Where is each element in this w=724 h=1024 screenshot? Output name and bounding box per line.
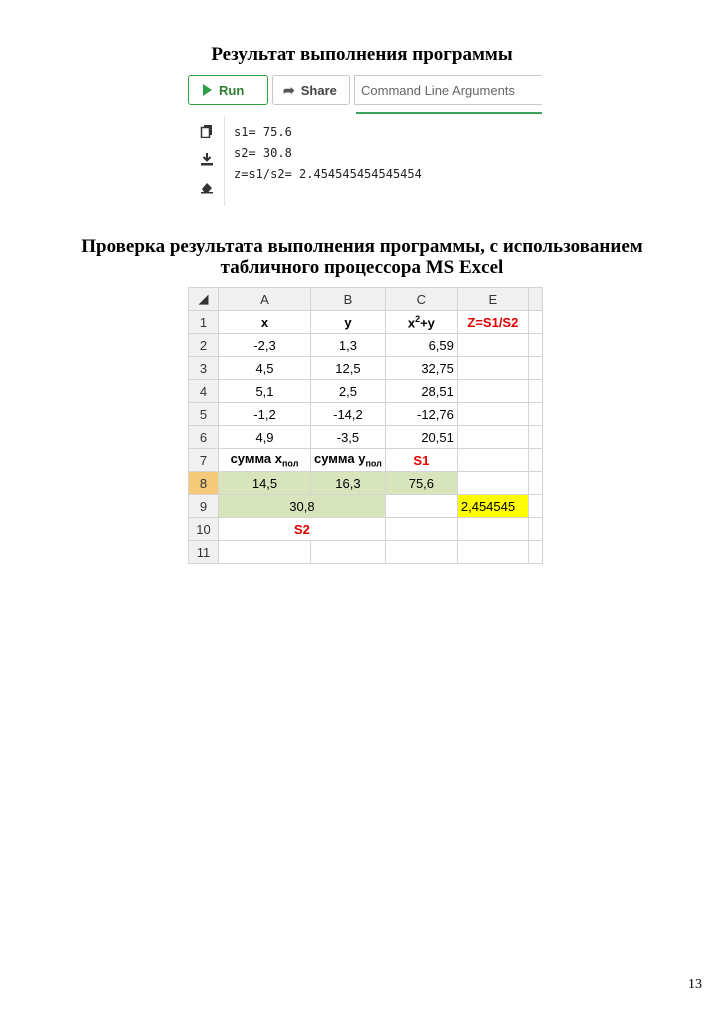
cell-E4[interactable] <box>457 380 528 403</box>
row-header[interactable]: 1 <box>189 311 219 334</box>
cell-E8[interactable] <box>457 472 528 495</box>
cell-C11[interactable] <box>385 541 457 564</box>
cell-A5[interactable]: -1,2 <box>219 403 311 426</box>
cell-A4[interactable]: 5,1 <box>219 380 311 403</box>
cell-A6[interactable]: 4,9 <box>219 426 311 449</box>
program-output <box>234 122 422 185</box>
play-icon <box>203 84 212 96</box>
cell-B11[interactable] <box>311 541 386 564</box>
share-label: Share <box>300 82 337 98</box>
cell-B5[interactable]: -14,2 <box>311 403 386 426</box>
command-line-arguments-input[interactable]: Command Line Arguments <box>354 75 542 105</box>
row-header[interactable]: 4 <box>189 380 219 403</box>
cell-A9-B9-merged[interactable]: 30,8 <box>219 495 386 518</box>
row-header[interactable]: 3 <box>189 357 219 380</box>
cell-A10-B10-merged[interactable]: S2 <box>219 518 386 541</box>
page-number: 13 <box>688 977 702 992</box>
cell-C9[interactable] <box>385 495 457 518</box>
cell-B2[interactable]: 1,3 <box>311 334 386 357</box>
excel-spreadsheet <box>188 287 543 564</box>
cell-C5[interactable]: -12,76 <box>385 403 457 426</box>
row-header[interactable]: 9 <box>189 495 219 518</box>
toolbar-divider <box>356 112 542 114</box>
cell-E2[interactable] <box>457 334 528 357</box>
cell-C10[interactable] <box>385 518 457 541</box>
eraser-icon[interactable] <box>200 180 214 194</box>
title-line: табличного процессора MS Excel <box>220 257 504 278</box>
cell-E9-result[interactable]: 2,454545 <box>457 495 528 518</box>
cell-A11[interactable] <box>219 541 311 564</box>
cell-E3[interactable] <box>457 357 528 380</box>
cell-B7[interactable]: сумма $y_{пол}$ <box>311 449 386 472</box>
copy-icon[interactable] <box>200 124 214 138</box>
cell-A8[interactable]: 14,5 <box>219 472 311 495</box>
row-header[interactable]: 7 <box>189 449 219 472</box>
cell-C4[interactable]: 28,51 <box>385 380 457 403</box>
row-header[interactable]: 5 <box>189 403 219 426</box>
cell-A7[interactable]: сумма $x_{пол}$ <box>219 449 311 472</box>
cell-B3[interactable]: 12,5 <box>311 357 386 380</box>
select-all-corner[interactable]: ◢ <box>189 288 219 311</box>
run-button[interactable] <box>188 75 268 105</box>
output-gutter <box>186 116 225 206</box>
cell-C7[interactable]: S1 <box>385 449 457 472</box>
share-arrow-icon: ➦ <box>283 81 295 98</box>
column-header[interactable]: B <box>311 288 386 311</box>
online-compiler-panel <box>186 72 542 206</box>
cell-B1[interactable]: y <box>311 311 386 334</box>
output-line: z=s1/s2= 2.454545454545454 <box>234 167 422 181</box>
row-header[interactable]: 2 <box>189 334 219 357</box>
cell-C8[interactable]: 75,6 <box>385 472 457 495</box>
cell-C2[interactable]: 6,59 <box>385 334 457 357</box>
output-line: s1= 75.6 <box>234 125 292 139</box>
cell-C1[interactable]: $x^2+y$ <box>385 311 457 334</box>
cell-B8[interactable]: 16,3 <box>311 472 386 495</box>
column-header[interactable]: A <box>219 288 311 311</box>
cell-B4[interactable]: 2,5 <box>311 380 386 403</box>
cell-A3[interactable]: 4,5 <box>219 357 311 380</box>
cell-E6[interactable] <box>457 426 528 449</box>
section-title-result: Результат выполнения программы <box>211 44 513 65</box>
cell-A1[interactable]: x <box>219 311 311 334</box>
run-label: Run <box>219 82 245 98</box>
row-header[interactable]: 6 <box>189 426 219 449</box>
column-header[interactable]: E <box>457 288 528 311</box>
download-icon[interactable] <box>200 152 214 166</box>
output-line: s2= 30.8 <box>234 146 292 160</box>
cell-A2[interactable]: -2,3 <box>219 334 311 357</box>
cell-E7[interactable] <box>457 449 528 472</box>
row-header[interactable]: 10 <box>189 518 219 541</box>
section-title-excel-check <box>40 236 684 278</box>
column-header[interactable]: C <box>385 288 457 311</box>
row-header[interactable]: 11 <box>189 541 219 564</box>
cell-E11[interactable] <box>457 541 528 564</box>
row-header-selected[interactable]: 8 <box>189 472 219 495</box>
cell-C6[interactable]: 20,51 <box>385 426 457 449</box>
share-button[interactable] <box>272 75 350 105</box>
cell-E5[interactable] <box>457 403 528 426</box>
cell-E1[interactable]: Z=S1/S2 <box>457 311 528 334</box>
cell-B6[interactable]: -3,5 <box>311 426 386 449</box>
cell-C3[interactable]: 32,75 <box>385 357 457 380</box>
title-line: Проверка результата выполнения программы, с использованием <box>81 236 643 257</box>
cell-E10[interactable] <box>457 518 528 541</box>
